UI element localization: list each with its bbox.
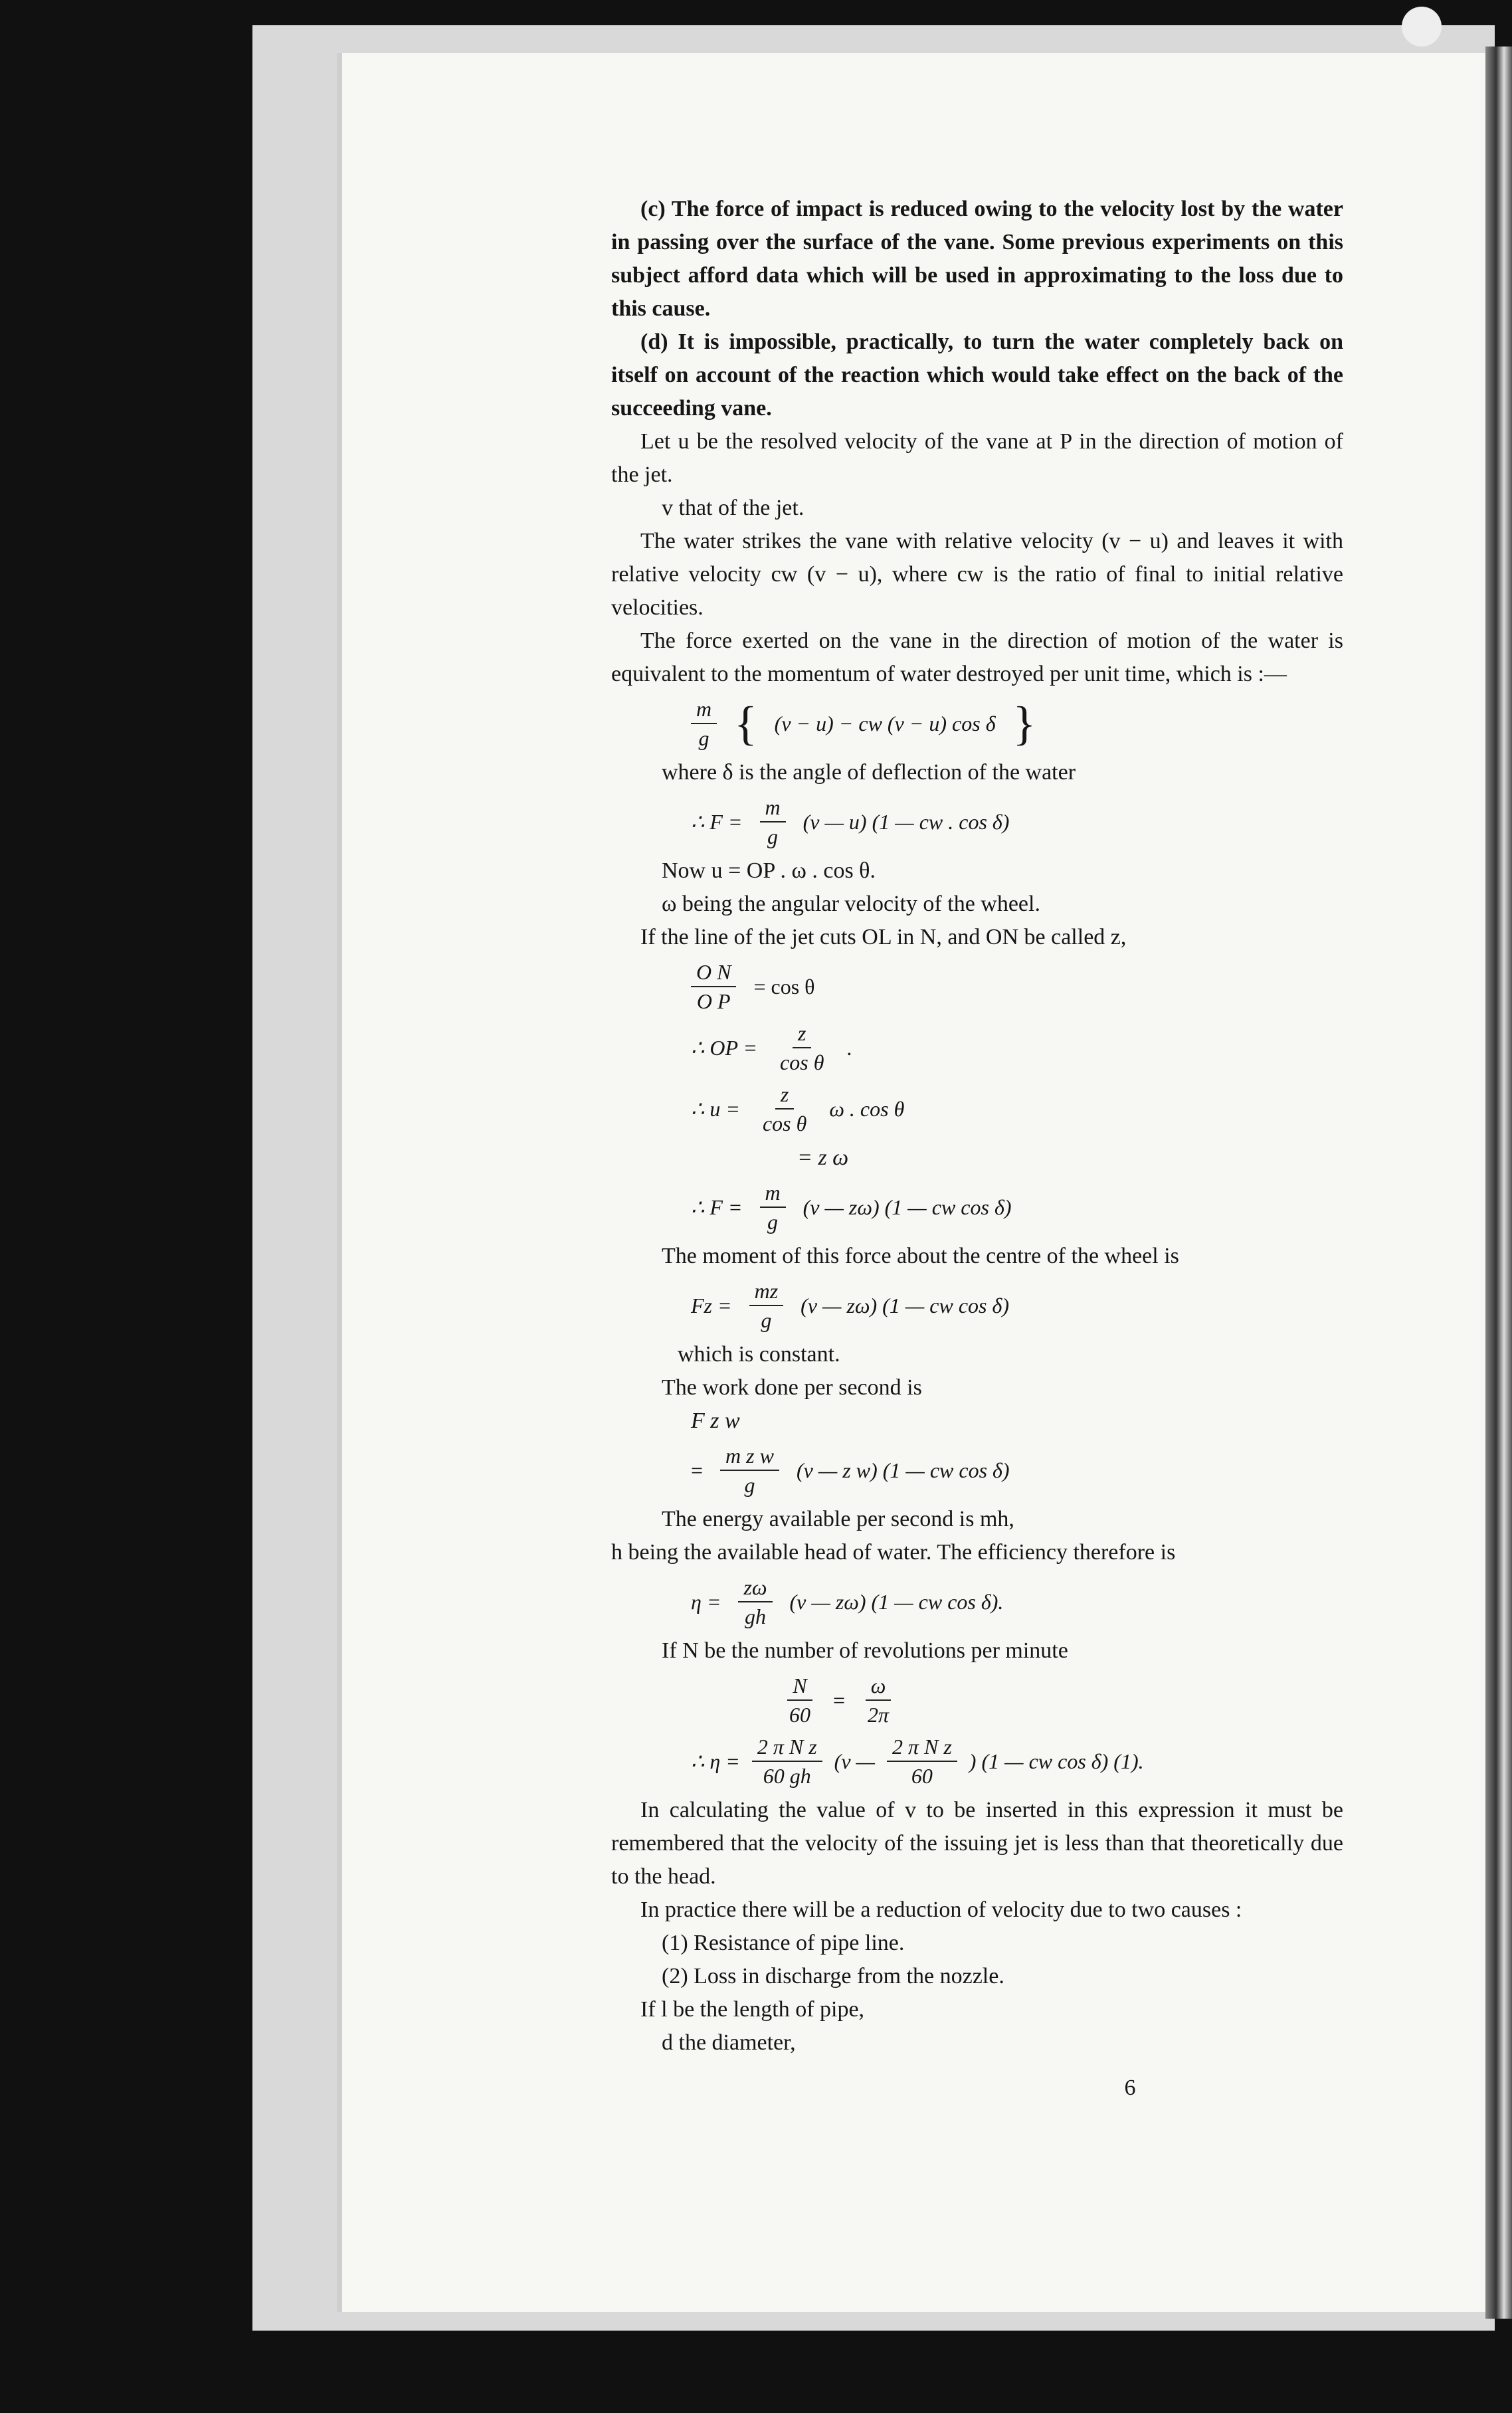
- line-d-diameter: d the diameter,: [662, 2030, 796, 2055]
- fraction: $\frac{z}{\text{cos θ}}$: [757, 1080, 812, 1137]
- page-number: 6: [1124, 2075, 1136, 2100]
- paragraph-c: (c) The force of impact is reduced owing to the velocity lost by the water in passing over the surface of the vane. Some previous experiments on this subject afford data which will be used in approximating to the loss due to this cause.: [611, 197, 1343, 321]
- line-where-delta: where δ is the angle of deflection of the water: [662, 760, 1076, 785]
- line-work-done: The work done per second is: [662, 1375, 922, 1400]
- equation-7: ∴ F = $\frac{m}{g}$ (v — zω) (1 — cw cos δ): [611, 1179, 1343, 1236]
- equation-12: $\frac{N}{60}$ = $\frac{\omega}{2\pi}$: [611, 1672, 1343, 1729]
- equation-10: = $\frac{\text{m z w}}{g}$ (v — z w) (1 — cw cos δ): [611, 1442, 1343, 1499]
- line-now-u: Now u = OP . ω . cos θ.: [662, 858, 876, 883]
- paragraph-d: (d) It is impossible, practically, to turn the water completely back on itself on account of the reaction which would take effect on the back of the succeeding vane.: [611, 330, 1343, 421]
- binding-edge: [1485, 47, 1512, 2319]
- equation-9: F z w: [691, 1408, 740, 1433]
- line-cause-2: (2) Loss in discharge from the nozzle.: [662, 1964, 1004, 1988]
- fraction: $\frac{m}{g}$: [691, 695, 717, 752]
- line-if-jet-cuts: If the line of the jet cuts OL in N, and ON be called z,: [640, 925, 1127, 949]
- fraction: $\frac{N}{60}$: [784, 1672, 816, 1729]
- page-text: [611, 193, 1343, 2127]
- fraction: $\frac{m}{g}$: [760, 1179, 786, 1236]
- line-moment: The moment of this force about the centre of the wheel is: [662, 1244, 1179, 1268]
- equation-6: = z ω: [797, 1145, 849, 1170]
- scan-speck: [1402, 7, 1442, 47]
- paragraph-calculating: In calculating the value of v to be inserted in this expression it must be remembered that the velocity of the issuing jet is less than that theoretically due to the head.: [611, 1798, 1343, 1889]
- line-constant: which is constant.: [678, 1342, 840, 1367]
- equation-4: ∴ OP = $\frac{z}{\text{cos θ}}$ .: [611, 1019, 1343, 1076]
- fraction: $\frac{\text{2 π N z}}{60 gh}$: [752, 1733, 822, 1790]
- line-if-N: If N be the number of revolutions per minute: [662, 1638, 1068, 1663]
- line-if-l: If l be the length of pipe,: [640, 1997, 865, 2022]
- equation-13: ∴ η = $\frac{\text{2 π N z}}{60 gh}$ (v — $\frac{\text{2 π N z}}{60}$ ) (1 — cw cos δ) (1).: [611, 1733, 1343, 1790]
- line-omega-being: ω being the angular velocity of the wheel.: [662, 892, 1040, 916]
- equation-body: (v − u) − cw (v − u) cos δ: [774, 712, 996, 735]
- equation-3: $\frac{\text{O N}}{\text{O P}}$ = cos θ: [611, 958, 1343, 1015]
- line-cause-1: (1) Resistance of pipe line.: [662, 1931, 905, 1955]
- paragraph-strikes: The water strikes the vane with relative velocity (v − u) and leaves it with relative velocity cw (v − u), where cw is the ratio of final to initial relative velocities.: [611, 529, 1343, 620]
- fraction: $\frac{\text{O N}}{\text{O P}}$: [691, 958, 736, 1015]
- fraction: $\frac{mz}{g}$: [749, 1277, 784, 1334]
- fraction: $\frac{m}{g}$: [760, 793, 786, 850]
- fraction: $\frac{\text{m z w}}{g}$: [720, 1442, 779, 1499]
- equation-11: η = $\frac{z\omega}{gh}$ (v — zω) (1 — cw cos δ).: [611, 1573, 1343, 1630]
- line-practice: In practice there will be a reduction of velocity due to two causes :: [640, 1897, 1242, 1922]
- fraction: $\frac{z}{\text{cos θ}}$: [775, 1019, 829, 1076]
- line-h-being: h being the available head of water. The efficiency therefore is: [611, 1540, 1176, 1565]
- equation-1: [611, 695, 1343, 752]
- fraction: $\frac{\omega}{2\pi}$: [862, 1672, 894, 1729]
- equation-2: ∴ F = $\frac{m}{g}$ (v — u) (1 — cw . cos δ): [611, 793, 1343, 850]
- line-v-jet: v that of the jet.: [662, 496, 804, 520]
- equation-8: Fz = $\frac{mz}{g}$ (v — zω) (1 — cw cos δ): [611, 1277, 1343, 1334]
- fraction: $\frac{\text{2 π N z}}{60}$: [887, 1733, 957, 1790]
- fraction: $\frac{z\omega}{gh}$: [738, 1573, 772, 1630]
- left-brace: {: [734, 697, 757, 750]
- line-energy: The energy available per second is mh,: [662, 1507, 1014, 1531]
- paragraph-let-u: Let u be the resolved velocity of the vane at P in the direction of motion of the jet.: [611, 429, 1343, 487]
- equation-5: ∴ u = $\frac{z}{\text{cos θ}}$ ω . cos θ: [611, 1080, 1343, 1137]
- paragraph-force-exerted: The force exerted on the vane in the direction of motion of the water is equivalent to the momentum of water destroyed per unit time, which is :—: [611, 628, 1343, 686]
- right-brace: }: [1012, 697, 1036, 750]
